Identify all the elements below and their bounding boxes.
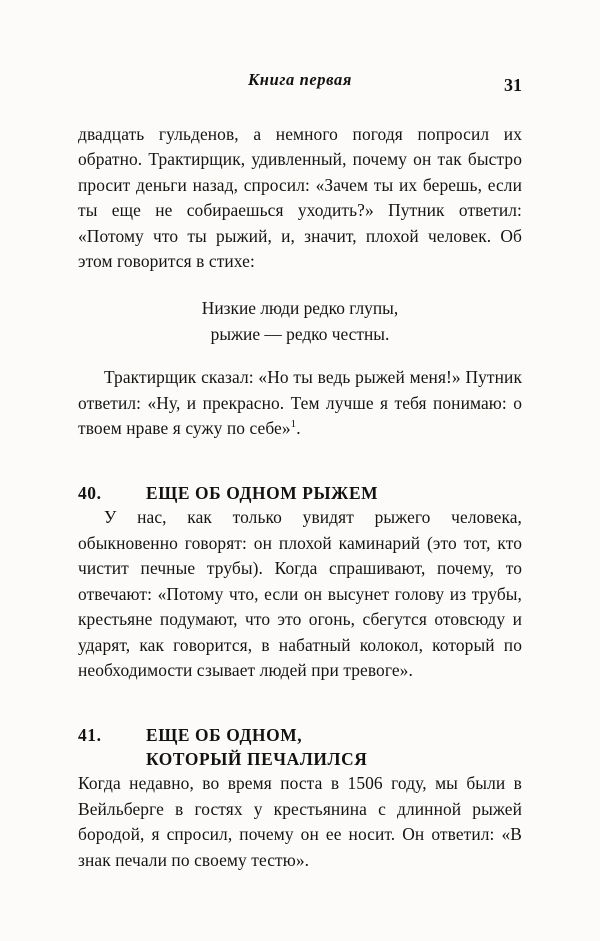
section-41-heading [78, 723, 522, 771]
running-head [78, 70, 522, 96]
paragraph-dialogue-text: Трактирщик сказал: «Но ты ведь рыжей меня!» Путник ответил: «Ну, и прекрасно. Тем лучше я тебя понимаю: о твоем нраве я сужу по себе» [78, 367, 522, 439]
section-41-number: 41. [78, 725, 102, 746]
verse-line-1: Низкие люди редко глупы, [201, 298, 399, 319]
section-40-number: 40. [78, 483, 102, 504]
section-41-title-line-1: ЕЩЕ ОБ ОДНОМ, [146, 725, 303, 746]
verse-line-2: рыжие — редко честны. [210, 323, 390, 344]
page-number: 31 [504, 75, 522, 95]
section-41-title-line-2: КОТОРЫЙ ПЕЧАЛИЛСЯ [146, 749, 368, 770]
footnote-reference: 1 [290, 418, 297, 431]
section-40-title [146, 481, 378, 505]
section-40 [78, 481, 522, 683]
verse-block [78, 296, 522, 347]
section-40-heading [78, 481, 522, 505]
paragraph-dialogue [78, 365, 522, 441]
section-41 [78, 723, 522, 873]
paragraph-dialogue-end: . [296, 418, 301, 439]
section-41-title [146, 723, 367, 771]
section-41-paragraph: Когда недавно, во время поста в 1506 году, мы были в Вейльберге в гостях у крестьянина с длинной рыжей бородой, я спросил, почему он ее носит. Он ответил: «В знак печали по своему тестю». [78, 773, 522, 870]
page-content [78, 70, 522, 873]
section-40-title-line-1: ЕЩЕ ОБ ОДНОМ РЫЖЕМ [146, 483, 379, 504]
paragraph-continued: двадцать гульденов, а немного погодя попросил их обратно. Трактирщик, удивленный, почему он так быстро просит деньги назад, спросил: «Зачем ты их берешь, если ты еще не собираешься уходить?» Путник ответил: «Потому что ты рыжий, и, значит, плохой человек. Об этом говорится в стихе: [78, 124, 522, 272]
section-40-paragraph: У нас, как только увидят рыжего человека, обыкновенно говорят: он плохой каминарий (это тот, кто чистит печные трубы). Когда спрашивают, почему, то отвечают: «Потому что, если он высунет голову из трубы, крестьяне подумают, что это огонь, сбегутся отовсюду и ударят, как говорится, в набатный колокол, который по необходимости сзывает людей при тревоге». [78, 507, 522, 680]
running-title: Книга первая [248, 70, 352, 89]
